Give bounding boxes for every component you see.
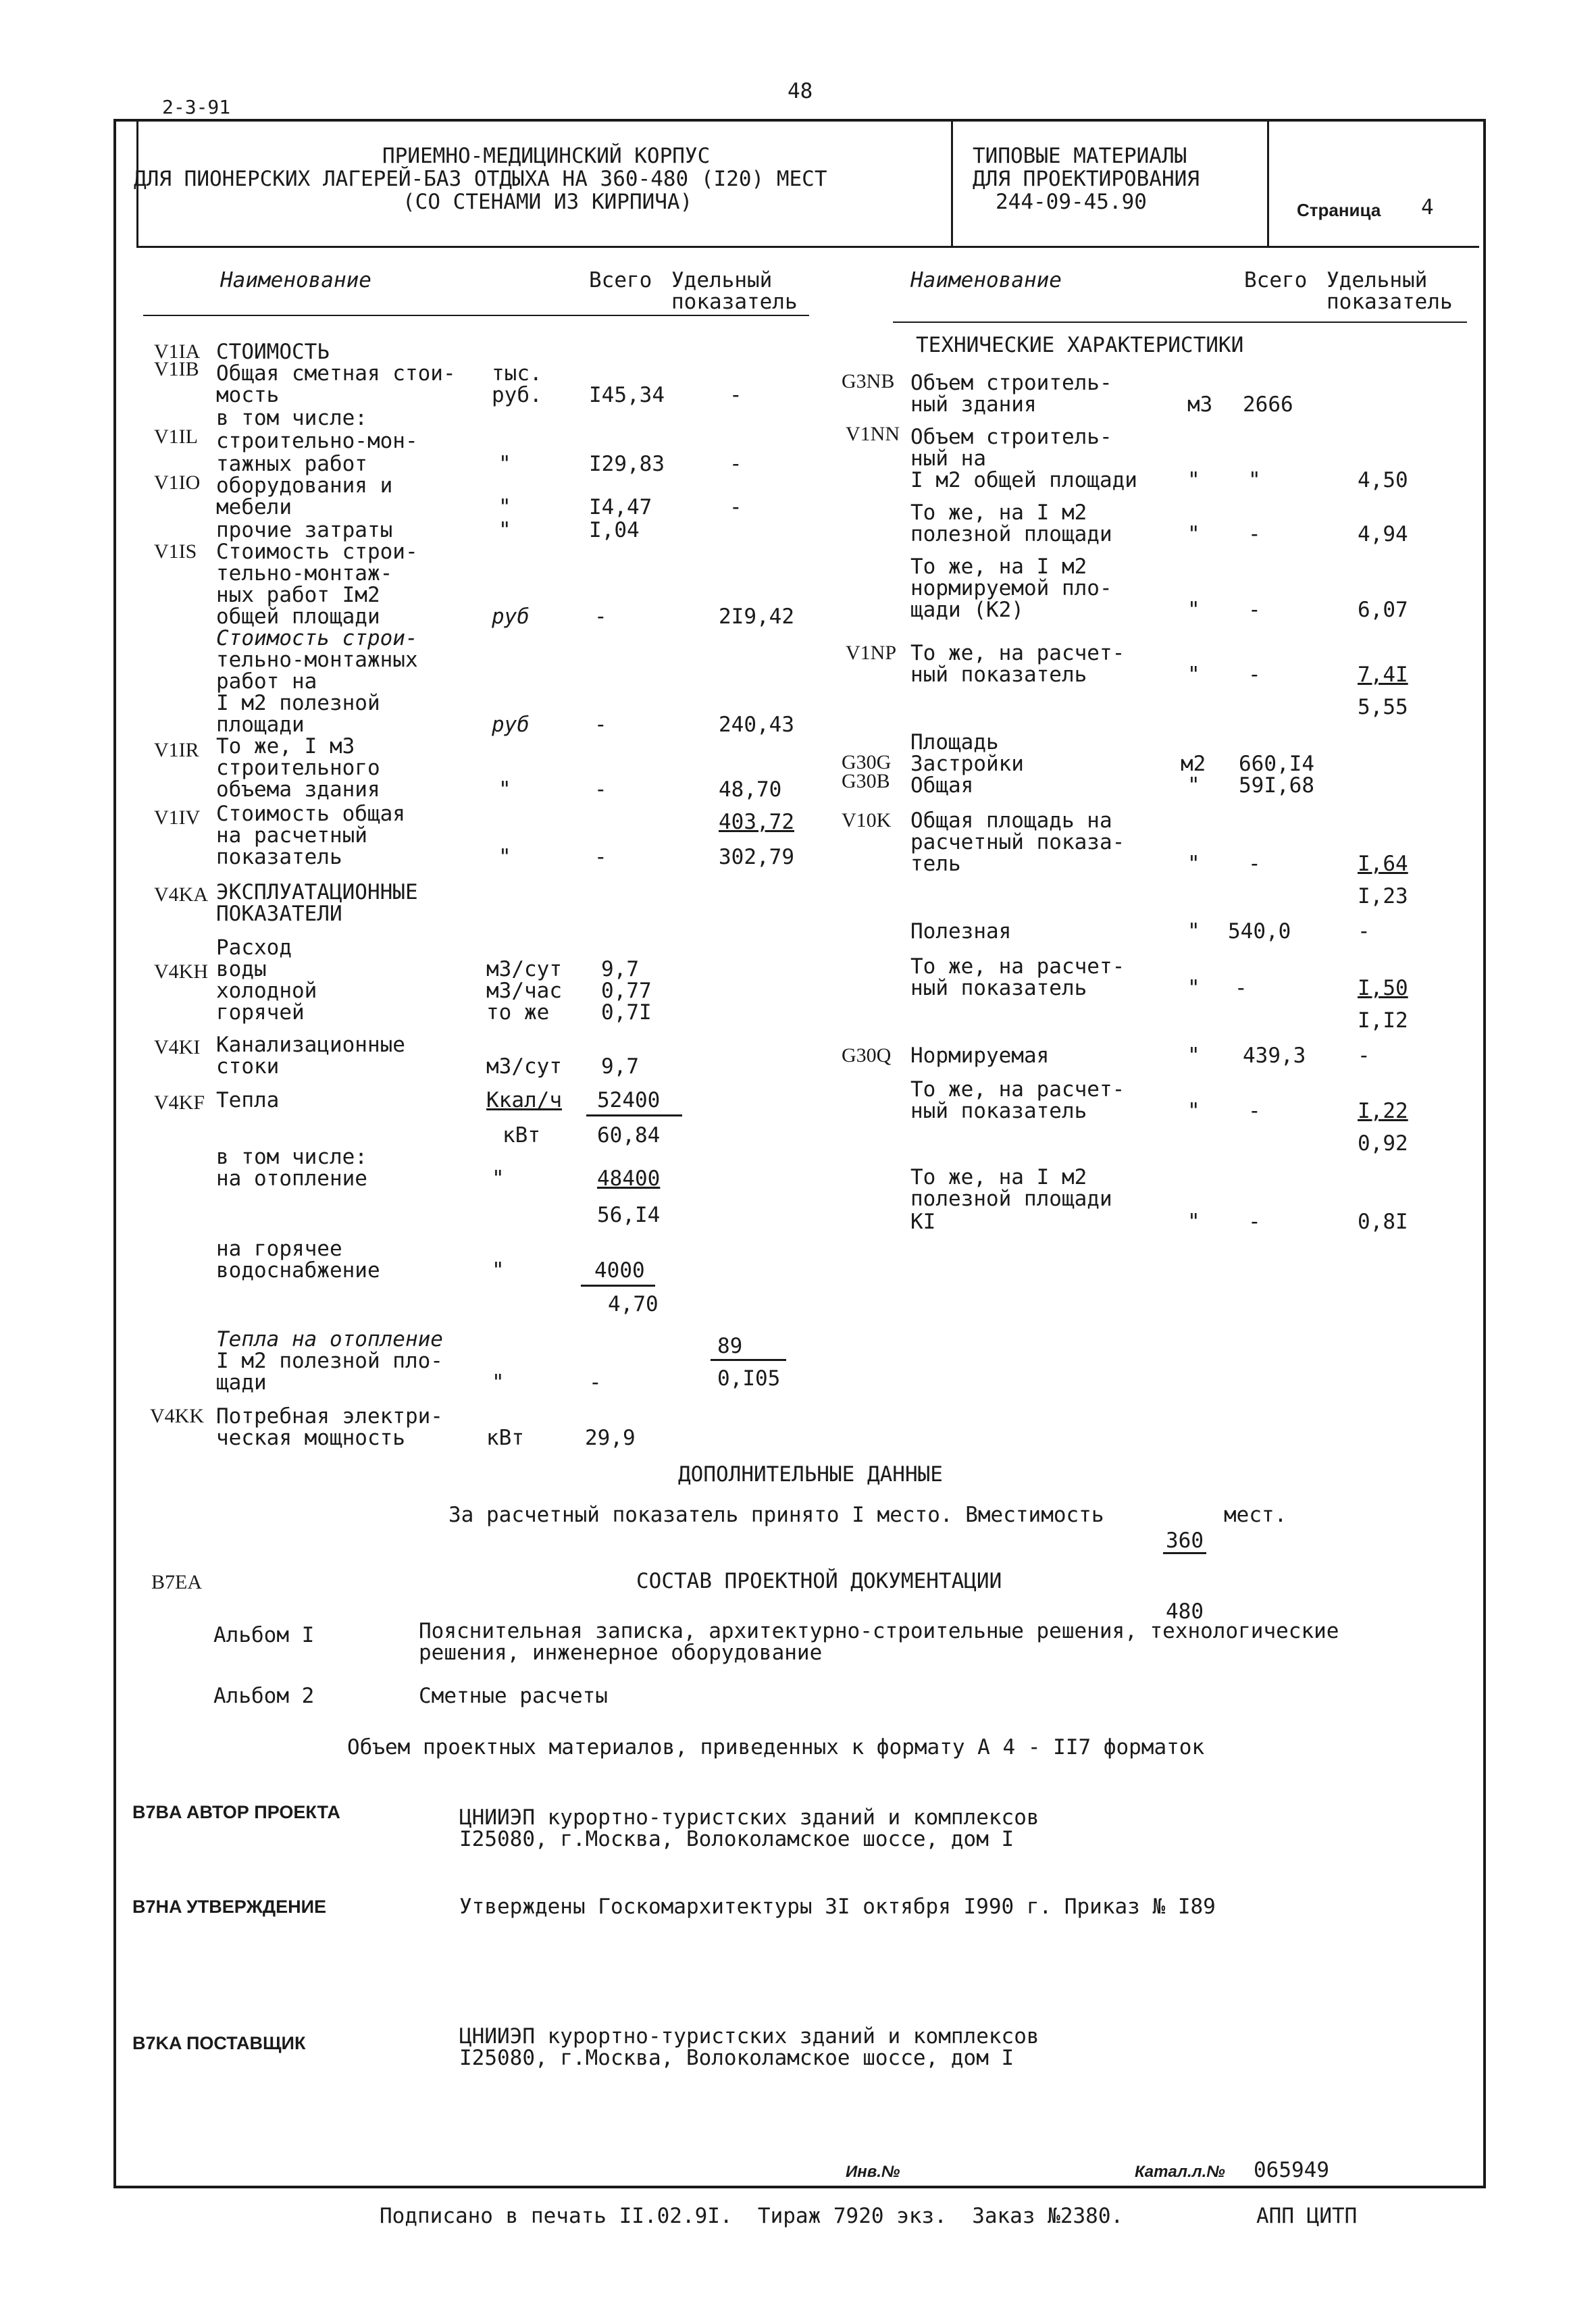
fraction-bar (586, 1114, 682, 1116)
row-name: на горячее (216, 1237, 342, 1261)
col-total-right: Всего (1244, 268, 1308, 292)
row-name: ный показатель (910, 663, 1087, 687)
row-name: объема здания (216, 777, 380, 802)
supplier-line-2: I25080, г.Москва, Волоколамское шоссе, дом I (459, 2046, 1014, 2070)
row-code: V1IV (154, 806, 201, 829)
row-name: ПОКАЗАТЕЛИ (216, 902, 342, 926)
row-unit: " (492, 1258, 505, 1283)
album-2-label: Альбом 2 (213, 1684, 315, 1708)
row-total: 0,77 (601, 979, 652, 1003)
row-unit: " (1187, 598, 1200, 622)
row-name: расчетный показа- (910, 830, 1125, 854)
col-rule-left (143, 315, 809, 316)
row-spec: 5,55 (1358, 695, 1408, 719)
row-total: - (594, 713, 607, 737)
row-total: 4,70 (608, 1292, 659, 1316)
row-total: 2666 (1243, 392, 1293, 417)
capacity-denominator: 480 (1166, 1599, 1204, 1624)
row-unit: " (498, 452, 511, 476)
row-code: V1IO (154, 471, 201, 494)
row-total: - (1248, 663, 1261, 687)
row-unit: " (492, 1370, 505, 1395)
row-code: G3NB (842, 370, 895, 392)
row-spec: - (729, 383, 742, 407)
row-spec: I,23 (1358, 884, 1408, 908)
row-spec: 4,94 (1358, 522, 1408, 546)
row-total: I,04 (589, 518, 640, 542)
row-total: - (1248, 852, 1261, 876)
row-code: G30G (842, 751, 892, 773)
supplier-label: B7KA ПОСТАВЩИК (132, 2033, 306, 2053)
header-title-line-1: ПРИЕМНО-МЕДИЦИНСКИЙ КОРПУС (382, 144, 711, 168)
row-total: 9,7 (601, 957, 639, 981)
row-name: То же, на расчет- (910, 1077, 1125, 1102)
row-total: - (1248, 522, 1261, 546)
album-2-text: Сметные расчеты (419, 1684, 608, 1708)
row-name: полезной площади (910, 1187, 1112, 1211)
col-rule-right (893, 322, 1467, 323)
row-unit: " (1187, 976, 1200, 1000)
row-unit: Ккал/ч (486, 1088, 562, 1112)
row-total: - (1248, 1210, 1261, 1234)
page-value: 4 (1421, 195, 1434, 220)
page-label: Страница (1297, 200, 1381, 220)
row-total: 4000 (594, 1258, 645, 1283)
row-unit: руб (492, 605, 530, 629)
row-name: Общая площадь на (910, 808, 1112, 833)
row-code: V1NN (846, 423, 900, 445)
row-total: 52400 (597, 1088, 661, 1112)
page-number: 48 (788, 79, 813, 103)
row-name: То же, на I м2 (910, 555, 1087, 579)
docs-volume: Объем проектных материалов, приведенных к формату А 4 - II7 форматок (347, 1735, 1205, 1759)
header-bottom-rule (136, 246, 1479, 248)
row-name: То же, на I м2 (910, 500, 1087, 525)
row-name: ный на (910, 446, 986, 471)
col-name-left: Наименование (220, 268, 371, 292)
row-name: ный здания (910, 392, 1037, 417)
row-name: в том числе: (216, 1145, 367, 1169)
row-name: тельно-монтаж- (216, 561, 393, 586)
row-name: прочие затраты (216, 518, 393, 542)
row-unit: " (1187, 663, 1200, 687)
row-spec: I,I2 (1358, 1008, 1408, 1033)
row-spec: 0,8I (1358, 1210, 1408, 1234)
fraction-bar (711, 1359, 786, 1361)
row-spec: 6,07 (1358, 598, 1408, 622)
row-name: Общая (910, 773, 974, 798)
row-unit: " (1187, 522, 1200, 546)
row-code: V4KH (154, 960, 208, 983)
row-code: V4KK (150, 1405, 204, 1427)
additional-title: ДОПОЛНИТЕЛЬНЫЕ ДАННЫЕ (678, 1462, 943, 1487)
row-spec: I,50 (1358, 976, 1408, 1000)
row-unit: " (498, 777, 511, 802)
row-name: полезной площади (910, 522, 1112, 546)
row-code: V4KI (154, 1036, 201, 1058)
row-name: водоснабжение (216, 1258, 380, 1283)
row-total: I29,83 (589, 452, 665, 476)
row-unit: кВт (503, 1123, 540, 1148)
row-total: - (589, 1370, 602, 1395)
additional-tail: мест. (1224, 1503, 1287, 1527)
row-unit: " (1187, 773, 1200, 798)
row-name: I м2 полезной (216, 691, 380, 715)
row-unit: м3/сут (486, 1054, 562, 1079)
row-name: мебели (216, 495, 292, 519)
row-unit: м3/сут (486, 957, 562, 981)
col-total-left: Всего (589, 268, 652, 292)
inventory-label: Инв.№ (846, 2163, 900, 2181)
header-title-line-3: (СО СТЕНАМИ ИЗ КИРПИЧА) (403, 190, 693, 214)
header-divider-2 (1267, 122, 1269, 247)
row-total: I4,47 (589, 495, 652, 519)
row-name: Общая сметная стои- (216, 361, 456, 386)
row-name: мость (216, 383, 280, 407)
row-name: То же, на I м2 (910, 1165, 1087, 1189)
album-1-text-2: решения, инженерное оборудование (419, 1641, 823, 1665)
row-total: 29,9 (585, 1426, 636, 1450)
row-name: Нормируемая (910, 1044, 1050, 1068)
row-name: То же, I м3 (216, 734, 355, 759)
row-unit: " (498, 495, 511, 519)
approval-label: B7HA УТВЕРЖДЕНИЕ (132, 1897, 327, 1917)
row-total: 56,I4 (597, 1203, 661, 1227)
row-name: Расход (216, 935, 292, 960)
row-spec: - (729, 495, 742, 519)
col-spec-left-1: Удельный (671, 268, 773, 292)
row-code: G30B (842, 770, 890, 792)
docs-code: B7EA (151, 1571, 202, 1593)
row-spec: I,64 (1358, 852, 1408, 876)
row-name: в том числе: (216, 406, 367, 430)
row-name: I м2 общей площади (910, 468, 1137, 492)
docs-title: СОСТАВ ПРОЕКТНОЙ ДОКУМЕНТАЦИИ (636, 1569, 1002, 1593)
row-spec: - (729, 452, 742, 476)
row-unit: тыс. (492, 361, 542, 386)
row-unit: " (1187, 1210, 1200, 1234)
print-line: Подписано в печать II.02.9I. Тираж 7920 экз. Заказ №2380. (380, 2204, 1124, 2228)
row-spec: 240,43 (719, 713, 794, 737)
row-name: Застройки (910, 752, 1024, 776)
row-name: площади (216, 713, 305, 737)
row-total: - (594, 777, 607, 802)
col-spec-right-1: Удельный (1327, 268, 1428, 292)
author-label: B7BA АВТОР ПРОЕКТА (132, 1802, 340, 1822)
row-total: " (1248, 468, 1261, 492)
row-spec: 0,92 (1358, 1131, 1408, 1156)
row-total: I45,34 (589, 383, 665, 407)
row-code: V1IS (154, 540, 197, 563)
row-name: Тепла на отопление (216, 1327, 443, 1352)
row-code: V1IL (154, 426, 198, 448)
row-total: - (594, 845, 607, 869)
author-line-1: ЦНИИЭП курортно-туристских зданий и комплексов (459, 1805, 1039, 1830)
row-name: на отопление (216, 1166, 367, 1191)
catalog-label: Катал.л.№ (1135, 2163, 1225, 2181)
row-spec: 48,70 (719, 777, 782, 802)
header-divider-1 (951, 122, 953, 247)
row-code: V4KF (154, 1091, 205, 1114)
row-total: 540,0 (1228, 919, 1291, 944)
tech-title: ТЕХНИЧЕСКИЕ ХАРАКТЕРИСТИКИ (916, 333, 1244, 357)
row-name: холодной (216, 979, 317, 1003)
row-name: KI (910, 1210, 936, 1234)
row-name: Тепла (216, 1088, 280, 1112)
approval-text: Утверждены Госкомархитектуры 3I октября I990 г. Приказ № I89 (459, 1895, 1216, 1919)
printer-name: АПП ЦИТП (1256, 2204, 1358, 2228)
row-name: нормируемой пло- (910, 576, 1112, 600)
row-name: строительно-мон- (216, 429, 418, 453)
row-total: 59I,68 (1239, 773, 1314, 798)
row-unit: " (498, 518, 511, 542)
row-code: V1IB (154, 358, 199, 380)
row-name: Площадь (910, 730, 999, 754)
row-code: V1NP (846, 642, 897, 664)
row-name: ЭКСПЛУАТАЦИОННЫЕ (216, 880, 418, 904)
row-name: Полезная (910, 919, 1012, 944)
header-series-line-3: 244-09-45.90 (996, 190, 1147, 214)
row-total: 60,84 (597, 1123, 661, 1148)
col-spec-left-2: показатель (671, 290, 798, 314)
row-total: - (1235, 976, 1247, 1000)
row-spec: 4,50 (1358, 468, 1408, 492)
row-unit: " (1187, 468, 1200, 492)
row-unit: то же (486, 1000, 550, 1025)
supplier-line-1: ЦНИИЭП курортно-туристских зданий и комплексов (459, 2024, 1039, 2049)
row-name: тельно-монтажных (216, 648, 418, 672)
row-code: G30Q (842, 1044, 892, 1066)
row-name: тель (910, 852, 961, 876)
row-unit: м3 (1187, 392, 1213, 417)
series-code: 2-3-91 (162, 96, 231, 118)
row-name: То же, на расчет- (910, 641, 1125, 665)
row-name: оборудования и (216, 473, 393, 498)
capacity-numerator: 360 (1163, 1529, 1206, 1554)
row-total: - (1248, 598, 1261, 622)
row-name: показатель (216, 845, 342, 869)
author-line-2: I25080, г.Москва, Волоколамское шоссе, дом I (459, 1827, 1014, 1851)
row-unit: " (1187, 1044, 1200, 1068)
row-name: строительного (216, 756, 380, 780)
row-unit: м3/час (486, 979, 562, 1003)
col-spec-right-2: показатель (1327, 290, 1453, 314)
row-spec: 302,79 (719, 845, 794, 869)
row-name: ный показатель (910, 976, 1087, 1000)
row-spec: 403,72 (719, 810, 794, 834)
row-name: СТОИМОСТЬ (216, 340, 330, 364)
row-name: работ на (216, 669, 317, 694)
row-total: - (1248, 1099, 1261, 1123)
row-name: Потребная электри- (216, 1404, 443, 1429)
row-total: - (594, 605, 607, 629)
row-name: ческая мощность (216, 1426, 405, 1450)
col-name-right: Наименование (910, 268, 1062, 292)
row-name: горячей (216, 1000, 305, 1025)
header-series-line-2: ДЛЯ ПРОЕКТИРОВАНИЯ (973, 167, 1200, 191)
row-spec: 0,I05 (717, 1366, 781, 1391)
row-name: Стоимость общая (216, 802, 405, 826)
row-spec: - (1358, 1044, 1370, 1068)
fraction-bar (581, 1285, 655, 1287)
row-unit: " (1187, 919, 1200, 944)
row-name: Объем строитель- (910, 425, 1112, 449)
row-code: V1IR (154, 739, 199, 761)
row-name: стоки (216, 1054, 280, 1079)
row-spec: - (1358, 919, 1370, 944)
row-name: щади (K2) (910, 598, 1024, 622)
row-unit: м2 (1181, 752, 1206, 776)
row-total: 48400 (597, 1166, 661, 1191)
row-code: V4KA (154, 883, 208, 906)
row-unit: руб (492, 713, 530, 737)
row-unit: кВт (486, 1426, 524, 1450)
row-name: Стоимость строи- (216, 626, 418, 650)
catalog-number: 065949 (1254, 2158, 1329, 2182)
row-name: на расчетный (216, 823, 367, 848)
row-unit: " (1187, 1099, 1200, 1123)
row-total: 9,7 (601, 1054, 639, 1079)
row-name: ных работ Iм2 (216, 583, 380, 607)
row-spec: 7,4I (1358, 663, 1408, 687)
row-spec: I,22 (1358, 1099, 1408, 1123)
row-name: тажных работ (216, 452, 367, 476)
row-name: воды (216, 957, 267, 981)
row-name: Объем строитель- (910, 371, 1112, 395)
row-unit: " (1187, 852, 1200, 876)
album-1-label: Альбом I (213, 1623, 315, 1647)
additional-text: За расчетный показатель принято I место. Вместимость (448, 1503, 1104, 1527)
header-title-line-2: ДЛЯ ПИОНЕРСКИХ ЛАГЕРЕЙ-БАЗ ОТДЫХА НА 360-480 (I20) МЕСТ (134, 167, 827, 191)
row-name: ный показатель (910, 1099, 1087, 1123)
row-total: 0,7I (601, 1000, 652, 1025)
row-unit: " (498, 845, 511, 869)
header-series-line-1: ТИПОВЫЕ МАТЕРИАЛЫ (973, 144, 1187, 168)
row-code: V1IA (154, 340, 201, 363)
row-name: Канализационные (216, 1033, 405, 1057)
row-spec: 89 (717, 1334, 743, 1358)
row-name: общей площади (216, 605, 380, 629)
row-name: щади (216, 1370, 267, 1395)
row-total: 439,3 (1243, 1044, 1306, 1068)
row-unit: " (492, 1166, 505, 1191)
album-1-text-1: Пояснительная записка, архитектурно-строительные решения, технологические (419, 1619, 1339, 1643)
row-spec: 2I9,42 (719, 605, 794, 629)
row-code: V10K (842, 809, 892, 831)
row-name: I м2 полезной пло- (216, 1349, 443, 1373)
row-name: То же, на расчет- (910, 954, 1125, 979)
row-name: Стоимость строи- (216, 540, 418, 564)
row-total: 660,I4 (1239, 752, 1314, 776)
row-unit: руб. (492, 383, 542, 407)
